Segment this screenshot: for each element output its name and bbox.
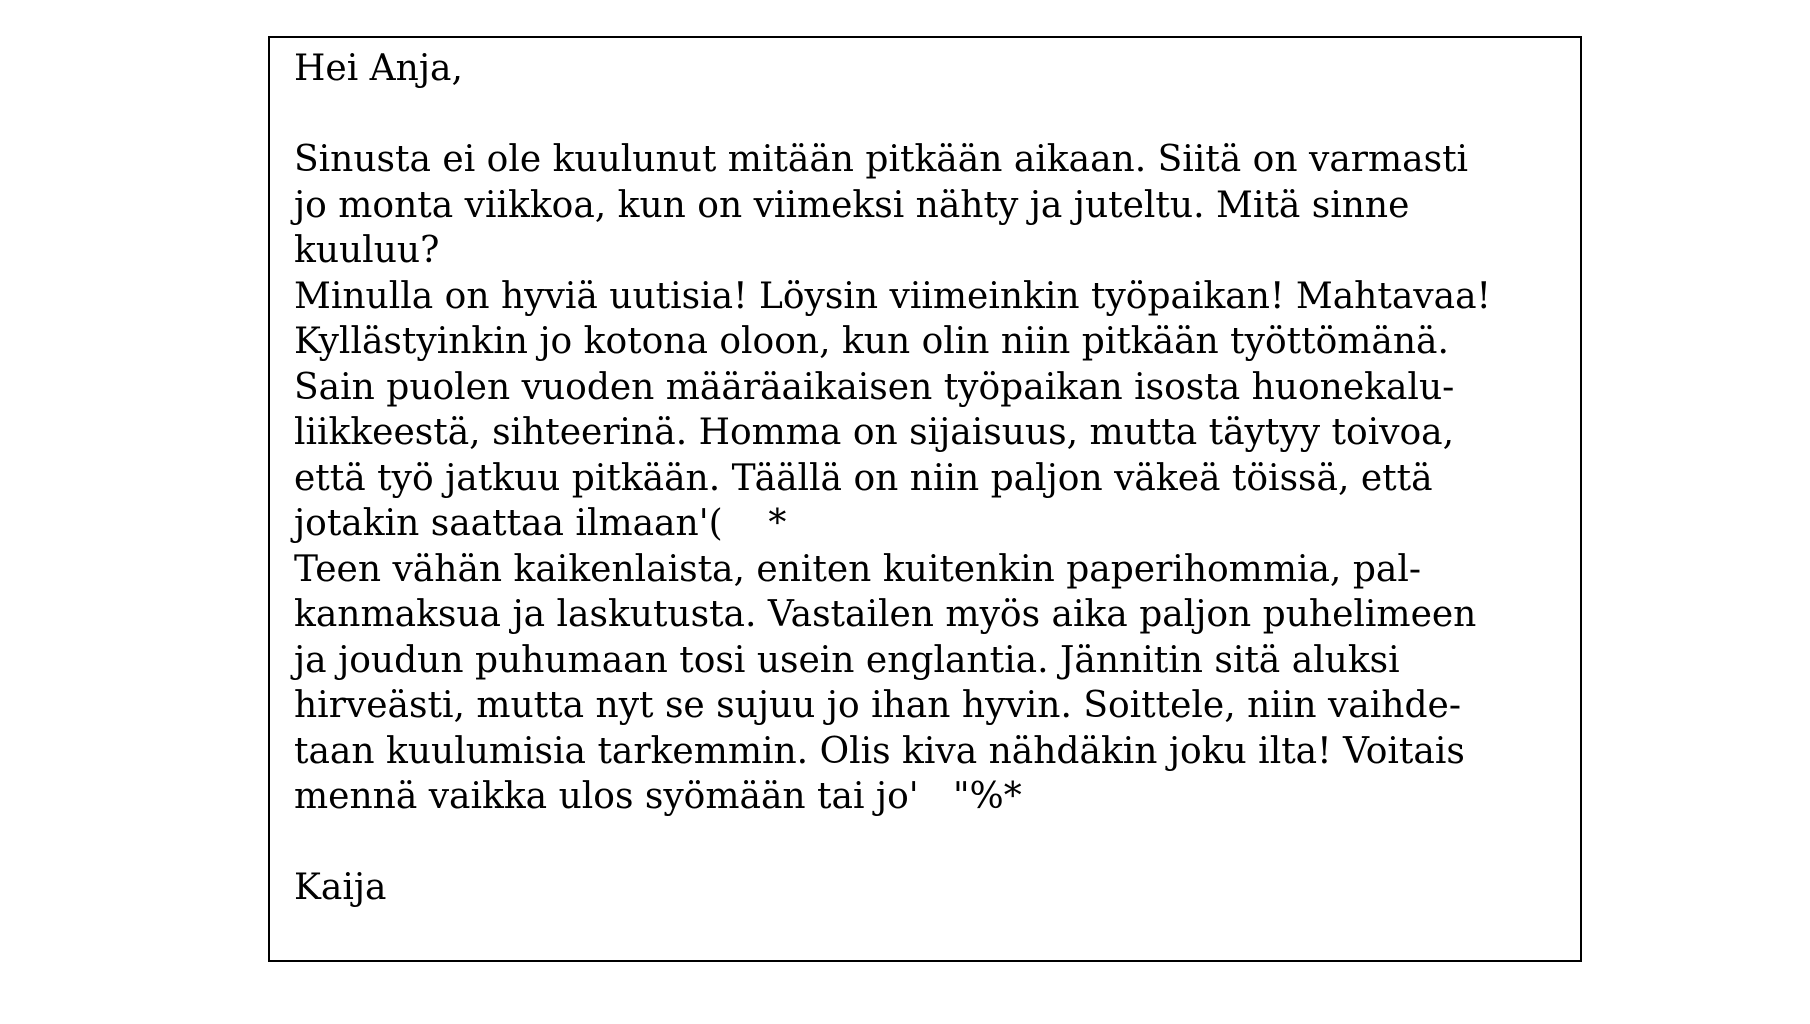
letter-line: taan kuulumisia tarkemmin. Olis kiva nähdäkin joku ilta! Voitais bbox=[294, 730, 1465, 772]
letter-line: Sain puolen vuoden määräaikaisen työpaikan isosta huonekalu- bbox=[294, 366, 1455, 408]
letter-line: kuuluu? bbox=[294, 230, 440, 271]
letter-line: Sinusta ei ole kuulunut mitään pitkään aikaan. Siitä on varmasti bbox=[294, 139, 1469, 180]
letter-line: Teen vähän kaikenlaista, eniten kuitenkin paperihommia, pal- bbox=[294, 548, 1422, 590]
letter-line: Kyllästyinkin jo kotona oloon, kun olin niin pitkään työttömänä. bbox=[294, 321, 1449, 362]
letter-signature: Kaija bbox=[294, 867, 387, 908]
blank-line bbox=[294, 820, 1560, 866]
letter-line: hirveästi, mutta nyt se sujuu jo ihan hyvin. Soittele, niin vaihde- bbox=[294, 685, 1461, 726]
letter-line: jo monta viikkoa, kun on viimeksi nähty ja juteltu. Mitä sinne bbox=[294, 184, 1410, 226]
letter-text bbox=[294, 46, 1560, 911]
blank-line bbox=[294, 92, 1560, 138]
letter-line: mennä vaikka ulos syömään tai jo' "%* bbox=[294, 776, 1022, 817]
letter-greeting: Hei Anja, bbox=[294, 48, 463, 89]
letter-line: liikkeestä, sihteerinä. Homma on sijaisuus, mutta täytyy toivoa, bbox=[294, 412, 1455, 453]
letter-line: jotakin saattaa ilmaan'( * bbox=[294, 503, 787, 544]
letter-line: ja joudun puhumaan tosi usein englantia. Jännitin sitä aluksi bbox=[294, 639, 1400, 681]
letter-line: kanmaksua ja laskutusta. Vastailen myös aika paljon puhelimeen bbox=[294, 594, 1477, 635]
letter-line: Minulla on hyviä uutisia! Löysin viimeinkin työpaikan! Mahtavaa! bbox=[294, 275, 1492, 317]
letter-line: että työ jatkuu pitkään. Täällä on niin paljon väkeä töissä, että bbox=[294, 457, 1433, 499]
letter-frame bbox=[268, 36, 1582, 962]
